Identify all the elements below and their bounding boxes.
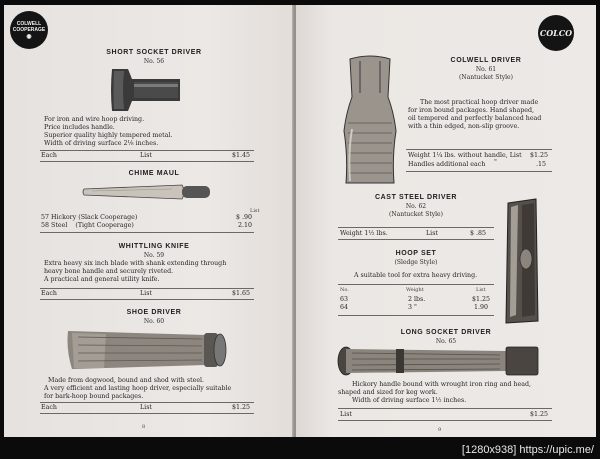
long-socket-price: $1.25: [530, 411, 549, 418]
desc-line: for iron bound packages. Hand shaped,: [408, 107, 535, 114]
row-name: Steel: [51, 222, 68, 229]
short-socket-number: No. 56: [143, 58, 165, 65]
divider: [338, 239, 494, 240]
divider: [406, 171, 552, 172]
divider: [40, 150, 254, 151]
desc-line: Price includes handle.: [44, 124, 115, 131]
desc-line: oil tempered and perfectly balanced head: [408, 115, 542, 122]
hoop-set-header-weight: Weight: [406, 287, 424, 293]
cast-steel-number: No. 62: [405, 203, 427, 210]
chime-maul-price: $ .90: [236, 214, 253, 221]
cast-steel-weight: Weight 1½ lbs.: [340, 230, 388, 237]
hoop-set-row-no: 64: [340, 304, 349, 311]
divider: [338, 408, 552, 409]
right-page: [296, 5, 596, 437]
hoop-set-row-weight: 3 ": [408, 304, 417, 311]
long-socket-driver-image: [336, 343, 548, 379]
desc-line: heavy bone handle and securely riveted.: [44, 268, 174, 275]
divider: [40, 413, 254, 414]
logo-top-text: COLWELL: [16, 20, 42, 27]
chime-maul-image: [82, 181, 214, 203]
desc-line: Width of driving surface 1½ inches.: [352, 397, 467, 404]
colwell-driver-desc: [408, 99, 588, 131]
desc-line: Superior quality highly tempered metal.: [44, 132, 173, 139]
short-socket-price: $1.45: [232, 152, 251, 159]
short-socket-desc: [44, 116, 284, 148]
whittling-price: $1.65: [232, 290, 251, 297]
hoop-set-desc: A suitable tool for extra heavy driving.: [354, 272, 478, 279]
short-socket-each: Each: [41, 152, 57, 159]
chime-maul-row: [41, 222, 134, 229]
row-number: 58: [41, 222, 50, 229]
chime-maul-list-label: List: [250, 208, 260, 214]
whittling-list-label: List: [140, 290, 152, 297]
desc-line: For iron and wire hoop driving.: [44, 116, 145, 123]
long-socket-number: No. 65: [435, 338, 457, 345]
shoe-list-label: List: [140, 404, 152, 411]
shoe-driver-image: [66, 325, 230, 373]
short-socket-title: SHORT SOCKET DRIVER: [106, 49, 202, 56]
logo-bottom-text: COOPERAGE: [12, 26, 46, 33]
colwell-handles-row: Handles additional each: [408, 161, 486, 168]
colco-logo: [538, 15, 574, 51]
chime-maul-row: [41, 214, 137, 221]
desc-line: Extra heavy six inch blade with shank extending through: [44, 260, 227, 267]
hoop-set-row-no: 63: [340, 296, 349, 303]
hoop-set-subtitle: (Sledge Style): [394, 259, 438, 266]
shoe-each: Each: [41, 404, 57, 411]
desc-line: Width of driving surface 2⅛ inches.: [44, 140, 159, 147]
short-socket-driver-image: [108, 65, 184, 115]
desc-line: with a thin edged, non-slip groove.: [408, 123, 520, 130]
whittling-knife-title: WHITTLING KNIFE: [118, 243, 190, 250]
desc-line: for bark-hoop bound packages.: [44, 393, 144, 400]
hoop-set-header-list: List: [476, 287, 486, 293]
colwell-driver-subtitle: (Nantucket Style): [459, 74, 513, 81]
colwell-driver-title: COLWELL DRIVER: [450, 57, 522, 64]
long-socket-desc: [338, 381, 588, 405]
colwell-driver-number: No. 61: [475, 66, 497, 73]
left-page: [4, 5, 294, 437]
divider: [406, 149, 552, 150]
colwell-price: $1.25: [530, 152, 549, 159]
hoop-set-row-price: $1.25: [472, 296, 491, 303]
chime-maul-title: CHIME MAUL: [128, 170, 180, 177]
colwell-handles-price: .15: [536, 161, 547, 168]
page-number: 9: [438, 427, 442, 433]
whittling-each: Each: [41, 290, 57, 297]
desc-line: shaped and sized for keg work.: [338, 389, 438, 396]
long-socket-title: LONG SOCKET DRIVER: [400, 329, 492, 336]
hoop-set-row-price: 1.90: [474, 304, 489, 311]
divider: [338, 420, 552, 421]
divider: [40, 299, 254, 300]
hoop-set-title: HOOP SET: [395, 250, 437, 257]
page-number: 8: [142, 424, 146, 430]
hoop-set-header-no: No.: [340, 287, 349, 293]
watermark: [1280x938] https://upic.me/: [461, 444, 594, 456]
divider: [40, 232, 254, 233]
desc-line: The most practical hoop driver made: [420, 99, 539, 106]
shoe-driver-desc: [44, 377, 294, 401]
divider: [338, 284, 494, 285]
hoop-set-row-weight: 2 lbs.: [408, 296, 426, 303]
logo-text: COLCO: [539, 28, 573, 38]
logo-emblem-icon: ◉: [26, 33, 32, 40]
short-socket-list-label: List: [140, 152, 152, 159]
cast-steel-title: CAST STEEL DRIVER: [374, 194, 458, 201]
whittling-knife-number: No. 59: [143, 252, 165, 259]
whittling-knife-desc: [44, 260, 294, 284]
cast-steel-price: $ .85: [470, 230, 487, 237]
divider: [40, 288, 254, 289]
divider: [40, 161, 254, 162]
shoe-driver-number: No. 60: [143, 318, 165, 325]
cast-steel-list-label: List: [426, 230, 438, 237]
row-note: (Slack Cooperage): [78, 214, 138, 221]
long-socket-list-label: List: [340, 411, 352, 418]
desc-line: A practical and general utility knife.: [44, 276, 160, 283]
shoe-driver-title: SHOE DRIVER: [126, 309, 182, 316]
desc-line: A very efficient and lasting hoop driver, especially suitable: [44, 385, 232, 392]
divider: [40, 402, 254, 403]
colwell-weight-row: Weight 1¼ lbs. without handle, List: [408, 152, 522, 159]
row-name: Hickory: [51, 214, 77, 221]
colwell-handles-ditto: ": [494, 159, 497, 166]
desc-line: Made from dogwood, bound and shod with steel.: [48, 377, 205, 384]
divider: [338, 227, 494, 228]
divider: [338, 315, 494, 316]
cast-steel-subtitle: (Nantucket Style): [389, 211, 443, 218]
colwell-cooperage-logo: [10, 11, 48, 49]
cast-steel-driver-image: [502, 195, 542, 327]
row-note: (Tight Cooperage): [75, 222, 134, 229]
shoe-price: $1.25: [232, 404, 251, 411]
chime-maul-price: 2.10: [238, 222, 253, 229]
desc-line: Hickory handle bound with wrought iron ring and head,: [352, 381, 532, 388]
row-number: 57: [41, 214, 50, 221]
colwell-driver-image: [340, 53, 400, 189]
